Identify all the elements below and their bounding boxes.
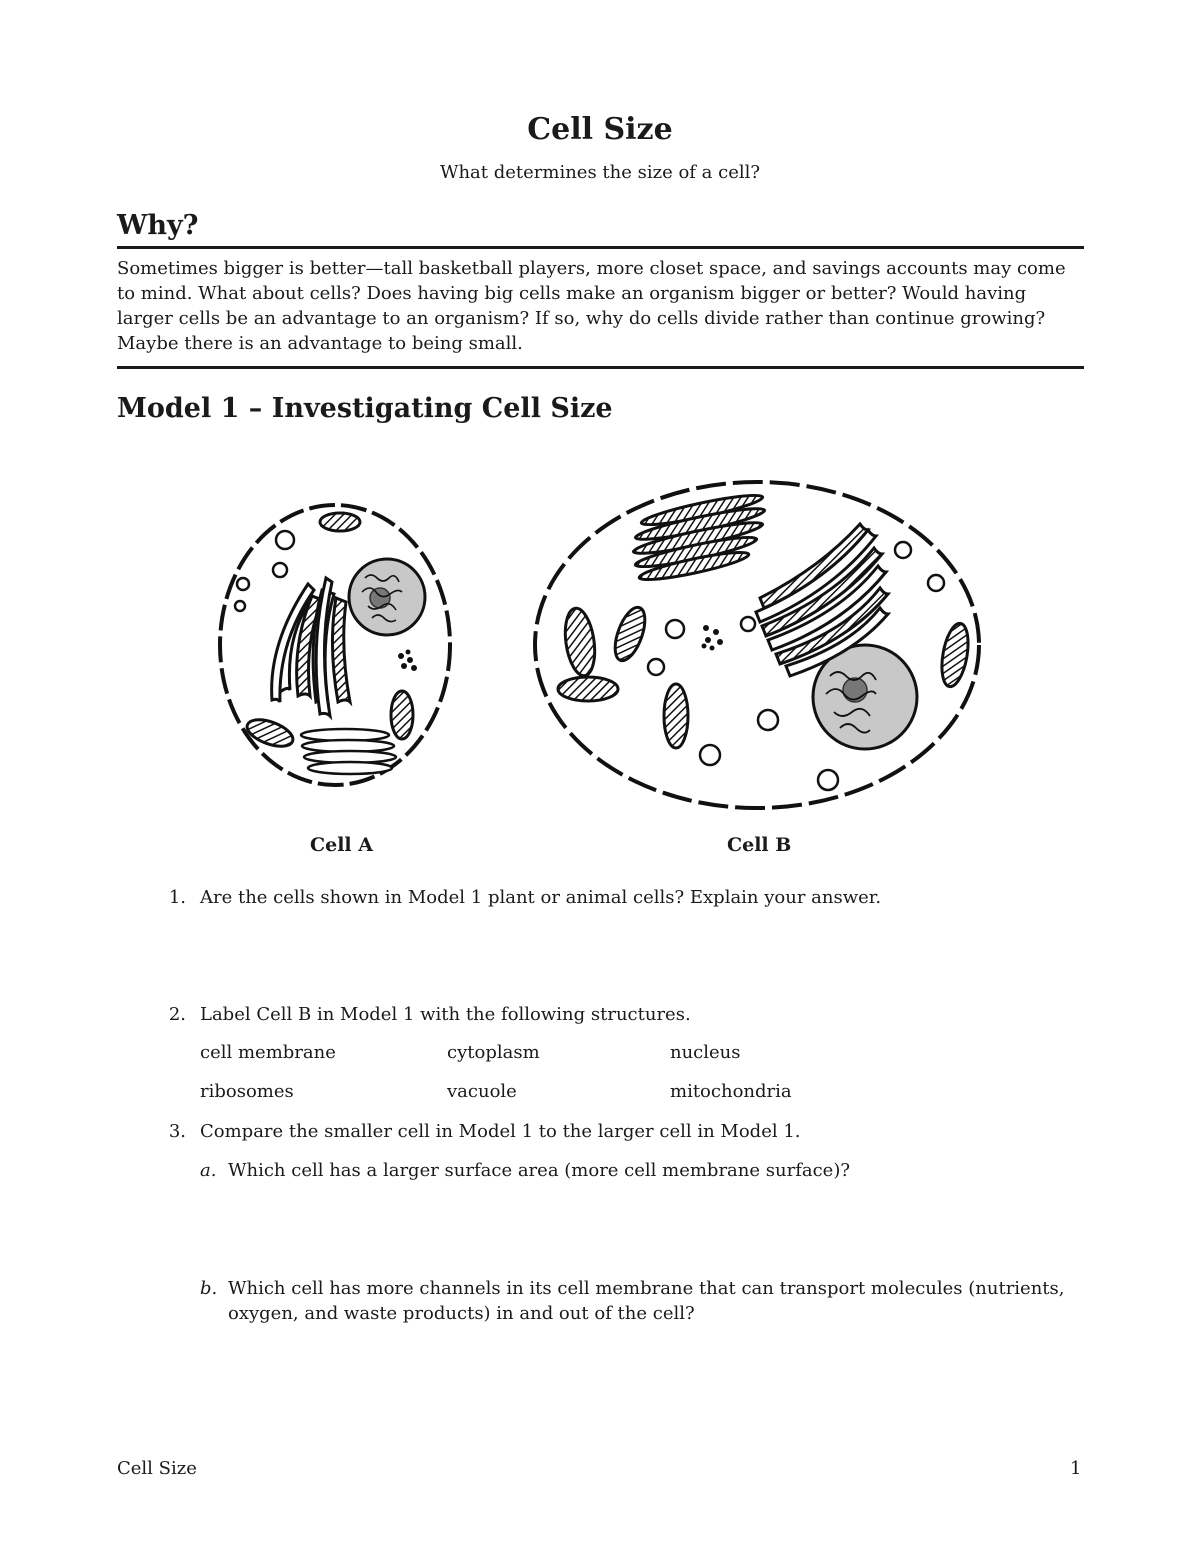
footer-title: Cell Size — [117, 1458, 197, 1479]
cell-b-er — [632, 490, 766, 584]
page-title: Cell Size — [527, 112, 673, 147]
model-heading: Model 1 – Investigating Cell Size — [117, 393, 613, 424]
cell-a — [220, 505, 450, 785]
bottom-divider — [117, 366, 1084, 369]
question-text: Label Cell B in Model 1 with the following structures. — [200, 1004, 691, 1025]
cell-a-vesicles — [235, 531, 294, 611]
term-mitochondria: mitochondria — [670, 1081, 792, 1102]
cell-diagram — [0, 470, 1200, 830]
question-text: Are the cells shown in Model 1 plant or animal cells? Explain your answer. — [200, 887, 882, 908]
top-divider — [117, 246, 1084, 249]
page-subtitle: What determines the size of a cell? — [439, 162, 761, 183]
why-heading: Why? — [117, 210, 199, 241]
cell-a-ribosomes — [398, 650, 417, 672]
cell-b-ribosomes — [702, 625, 724, 651]
subquestion-text: Which cell has more channels in its cell membrane that can transport molecules (nutrients, oxygen, and waste products) in and out of the cell? — [228, 1278, 1065, 1324]
cell-b-membrane — [535, 482, 979, 808]
subquestion-letter: b. — [200, 1278, 218, 1299]
cell-a-label: Cell A — [310, 834, 374, 856]
question-number: 1. — [168, 887, 186, 908]
term-cell-membrane: cell membrane — [200, 1042, 336, 1063]
question-number: 3. — [168, 1121, 186, 1142]
cell-b — [535, 482, 979, 808]
term-ribosomes: ribosomes — [200, 1081, 294, 1102]
why-paragraph: Sometimes bigger is better—tall basketball players, more closet space, and savings accounts may come to mind. What about cells? Does having big cells make an organism bigger or better? Would having larger cells be an advantage to an organism? If so, why do cells divide rather than continue growing? Maybe there is an advantage to being small. — [117, 258, 1066, 354]
cell-a-golgi — [272, 578, 350, 716]
term-vacuole: vacuole — [447, 1081, 517, 1102]
cell-b-label: Cell B — [727, 834, 792, 856]
page-number: 1 — [1070, 1458, 1082, 1479]
question-text: Compare the smaller cell in Model 1 to the larger cell in Model 1. — [200, 1121, 801, 1142]
cell-a-er — [301, 729, 396, 774]
subquestion-text: Which cell has a larger surface area (more cell membrane surface)? — [228, 1160, 850, 1181]
term-cytoplasm: cytoplasm — [447, 1042, 540, 1063]
term-nucleus: nucleus — [670, 1042, 741, 1063]
subquestion-letter: a. — [200, 1160, 217, 1181]
cell-a-nucleus — [349, 559, 425, 635]
question-number: 2. — [168, 1004, 186, 1025]
